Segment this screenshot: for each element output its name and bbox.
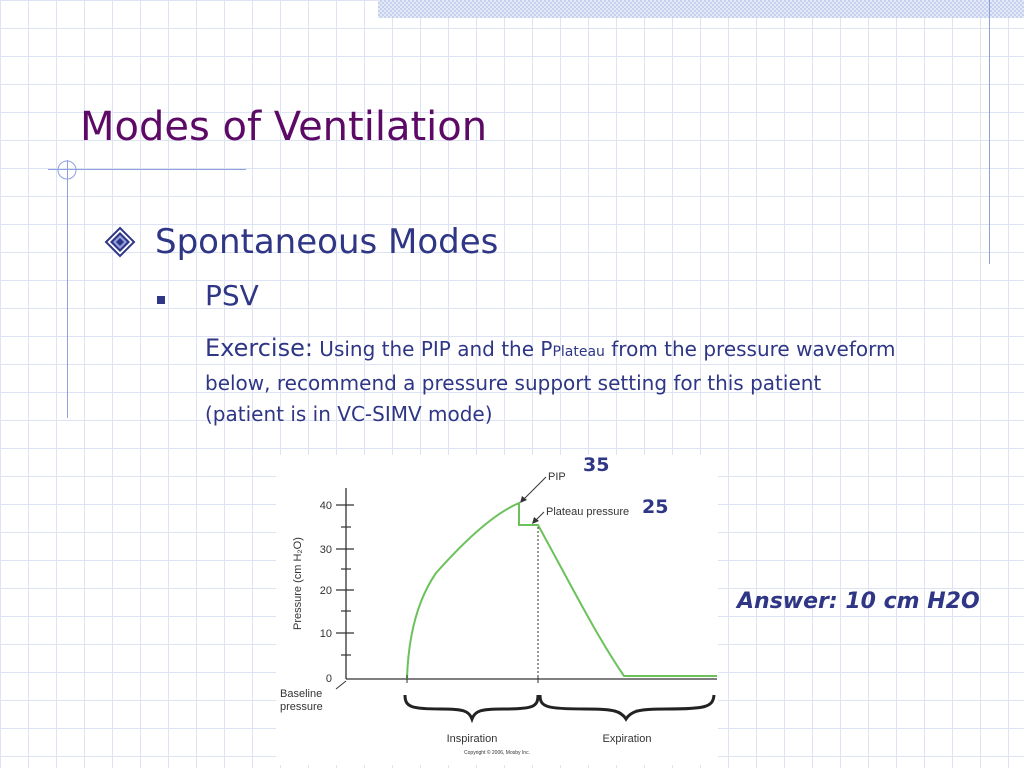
slide-title: Modes of Ventilation bbox=[80, 104, 488, 150]
plateau-annotation: Plateau pressure bbox=[546, 506, 630, 518]
right-vertical-rule bbox=[989, 0, 990, 264]
bullet-psv: PSV bbox=[205, 279, 259, 312]
tick-label: 30 bbox=[319, 544, 332, 556]
inspiration-label: Inspiration bbox=[446, 733, 498, 745]
expiration-label: Expiration bbox=[602, 733, 652, 745]
exercise-paragraph bbox=[205, 333, 905, 430]
y-axis-label: Pressure (cm H₂O) bbox=[292, 537, 304, 630]
square-bullet-icon bbox=[157, 296, 165, 304]
tick-label: 10 bbox=[319, 628, 332, 640]
exercise-text-b: from the pressure waveform below, recommend a pressure support setting for this patient (patient is in VC-SIMV mode) bbox=[205, 337, 896, 426]
left-vertical-rule bbox=[67, 160, 68, 418]
exercise-text-a: Using the PIP and the P bbox=[312, 337, 553, 361]
bullet-spontaneous-modes: Spontaneous Modes bbox=[155, 222, 499, 262]
tick-label: 40 bbox=[319, 500, 332, 512]
title-crosshair-icon bbox=[54, 157, 80, 183]
tick-label: 20 bbox=[319, 585, 332, 597]
tick-label: 0 bbox=[325, 673, 332, 685]
baseline-annotation-line2: pressure bbox=[280, 701, 323, 713]
plateau-value-label: 25 bbox=[642, 496, 669, 518]
plateau-subscript: Plateau bbox=[552, 344, 605, 360]
pip-annotation: PIP bbox=[548, 471, 566, 483]
answer-text: Answer: 10 cm H2O bbox=[737, 589, 980, 614]
exercise-label: Exercise: bbox=[205, 334, 313, 362]
pip-value-label: 35 bbox=[583, 454, 610, 476]
top-decoration-bar bbox=[378, 0, 1024, 18]
diamond-bullet-icon bbox=[104, 226, 136, 258]
copyright-note: Copyright © 2006, Mosby Inc. bbox=[464, 750, 530, 756]
baseline-annotation-line1: Baseline bbox=[280, 688, 323, 700]
